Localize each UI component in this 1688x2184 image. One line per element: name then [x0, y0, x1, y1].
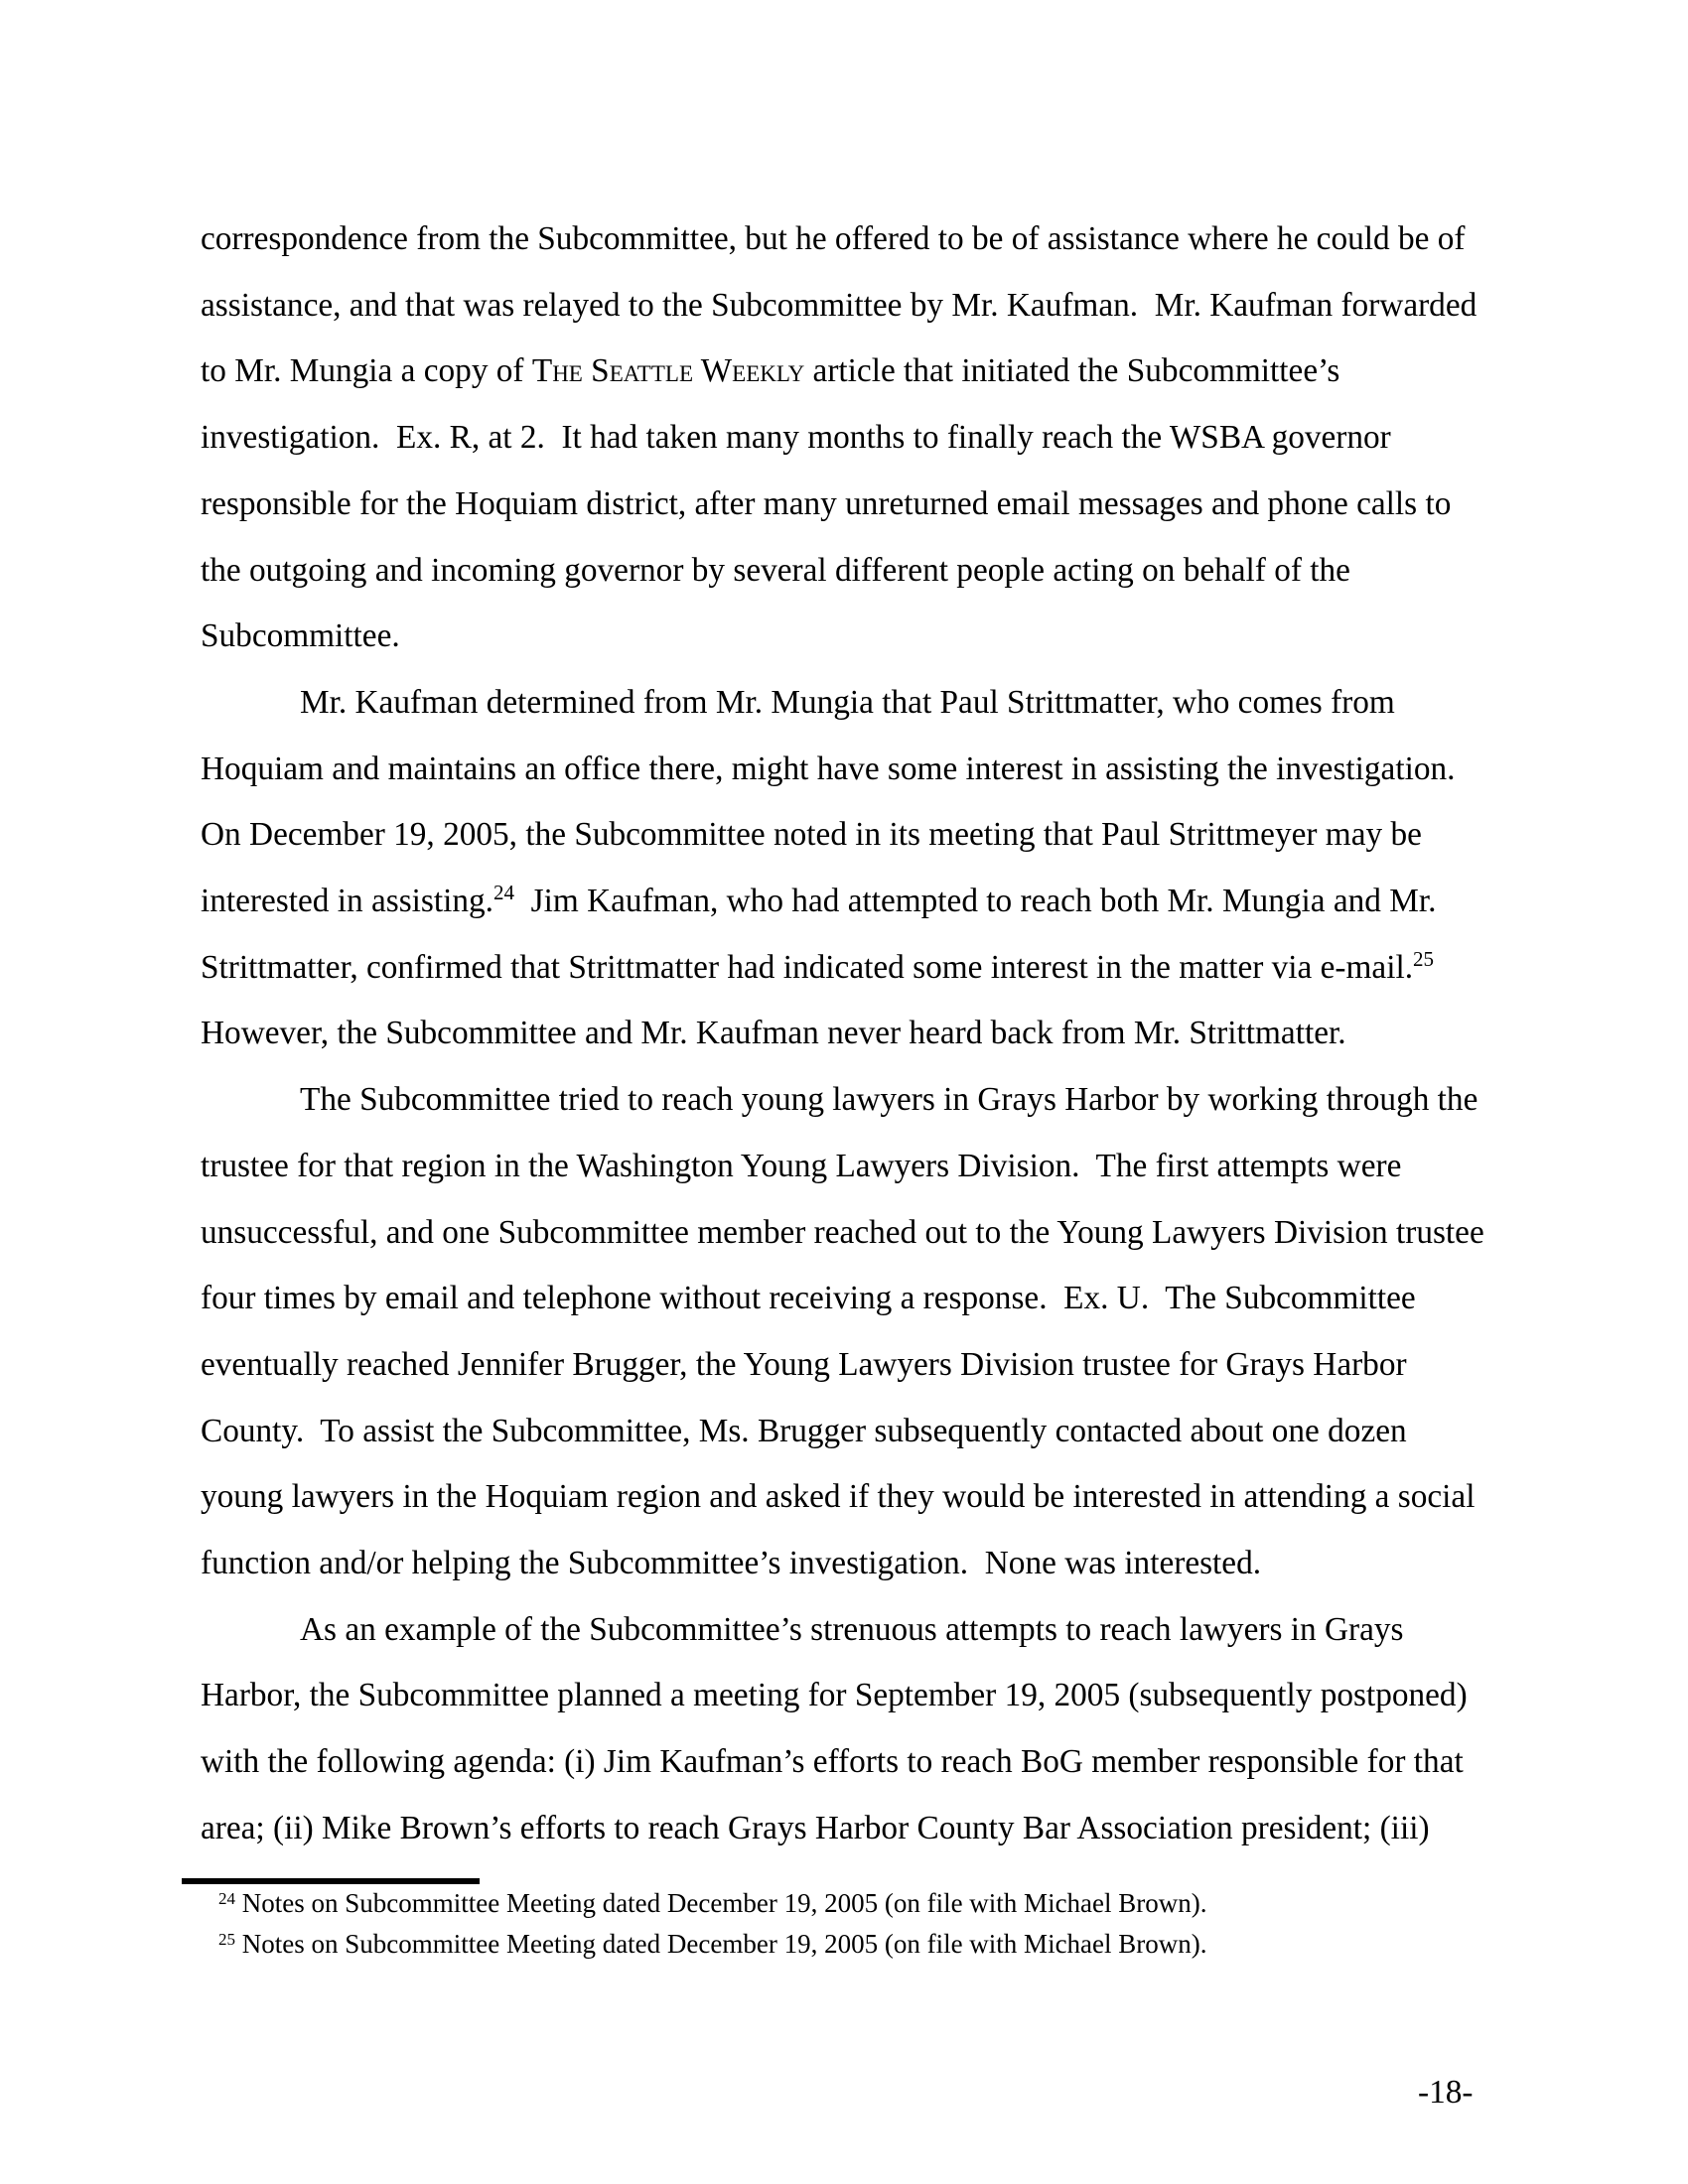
page-number: -18- [1418, 2074, 1474, 2111]
text-line [201, 339, 1511, 405]
text-line [201, 935, 1511, 1002]
text-line [201, 1729, 1511, 1796]
text-segment: investigation. Ex. R, at 2. It had taken many months to finally reach the WSBA governor [201, 419, 1391, 457]
text-line [201, 1332, 1511, 1399]
footnotes [201, 1883, 1511, 1965]
text-line [201, 538, 1511, 605]
text-line [201, 604, 1511, 670]
text-segment: article that initiated the Subcommittee’s [804, 352, 1340, 390]
text-line [201, 273, 1511, 340]
text-segment: assistance, and that was relayed to the Subcommittee by Mr. Kaufman. Mr. Kaufman forwarded [201, 286, 1477, 324]
footnote-reference: 25 [1413, 947, 1435, 972]
text-segment: Subcommittee. [201, 617, 400, 655]
text-segment: On December 19, 2005, the Subcommittee noted in its meeting that Paul Strittmeyer may be [201, 816, 1422, 854]
text-line [201, 1796, 1511, 1862]
text-segment: eventually reached Jennifer Brugger, the Young Lawyers Division trustee for Grays Harbor [201, 1345, 1407, 1383]
text-line [201, 206, 1511, 273]
text-segment: unsuccessful, and one Subcommittee member reached out to the Young Lawyers Division trustee [201, 1213, 1484, 1251]
text-segment: with the following agenda: (i) Jim Kaufman’s efforts to reach BoG member responsible for that [201, 1743, 1464, 1781]
text-line [201, 472, 1511, 538]
text-segment: interested in assisting. [201, 883, 494, 920]
body-text [201, 206, 1511, 1862]
text-segment: responsible for the Hoquiam district, after many unreturned email messages and phone calls to [201, 484, 1452, 522]
text-segment: young lawyers in the Hoquiam region and asked if they would be interested in attending a social [201, 1478, 1476, 1516]
text-segment: to Mr. Mungia a copy of [201, 352, 532, 390]
text-segment: trustee for that region in the Washington Young Lawyers Division. The first attempts were [201, 1147, 1402, 1184]
publication-name: The Seattle Weekly [531, 352, 805, 390]
text-line [201, 802, 1511, 869]
text-line [201, 1266, 1511, 1332]
text-segment: the outgoing and incoming governor by several different people acting on behalf of the [201, 551, 1350, 589]
text-line [201, 1663, 1511, 1729]
text-line [201, 1531, 1511, 1597]
text-segment: However, the Subcommittee and Mr. Kaufman never heard back from Mr. Strittmatter. [201, 1015, 1346, 1052]
text-line [201, 1464, 1511, 1531]
text-line [201, 1597, 1511, 1664]
text-segment: four times by email and telephone without receiving a response. Ex. U. The Subcommittee [201, 1280, 1416, 1317]
footnote-number: 25 [218, 1929, 235, 1949]
text-segment: Harbor, the Subcommittee planned a meeting for September 19, 2005 (subsequently postponed) [201, 1677, 1468, 1714]
text-segment: function and/or helping the Subcommittee’s investigation. None was interested. [201, 1545, 1262, 1582]
text-line [201, 1399, 1511, 1465]
text-segment: As an example of the Subcommittee’s strenuous attempts to reach lawyers in Grays [300, 1610, 1404, 1648]
text-segment: Jim Kaufman, who had attempted to reach both Mr. Mungia and Mr. [514, 883, 1437, 920]
text-segment: Strittmatter, confirmed that Strittmatter had indicated some interest in the matter via e-mail. [201, 948, 1414, 986]
text-line [201, 869, 1511, 935]
text-line [201, 1200, 1511, 1267]
footnote-reference: 24 [493, 881, 515, 905]
footnote-number: 24 [218, 1888, 235, 1908]
text-line [201, 1067, 1511, 1134]
text-line [201, 405, 1511, 472]
text-line [201, 1001, 1511, 1067]
text-segment: Hoquiam and maintains an office there, might have some interest in assisting the investigation. [201, 750, 1456, 787]
footnote-text: Notes on Subcommittee Meeting dated December 19, 2005 (on file with Michael Brown). [235, 1929, 1207, 1959]
text-segment: County. To assist the Subcommittee, Ms. Brugger subsequently contacted about one dozen [201, 1412, 1407, 1449]
text-line [201, 737, 1511, 803]
footnote [201, 1883, 1511, 1924]
text-segment: correspondence from the Subcommittee, but he offered to be of assistance where he could be of [201, 220, 1466, 257]
text-line [201, 670, 1511, 737]
text-segment: Mr. Kaufman determined from Mr. Mungia that Paul Strittmatter, who comes from [300, 683, 1395, 721]
text-line [201, 1134, 1511, 1200]
footnote [201, 1924, 1511, 1965]
footnote-text: Notes on Subcommittee Meeting dated December 19, 2005 (on file with Michael Brown). [235, 1888, 1207, 1918]
text-segment: area; (ii) Mike Brown’s efforts to reach Grays Harbor County Bar Association president; (iii) [201, 1809, 1430, 1846]
text-segment: The Subcommittee tried to reach young lawyers in Grays Harbor by working through the [300, 1081, 1478, 1119]
